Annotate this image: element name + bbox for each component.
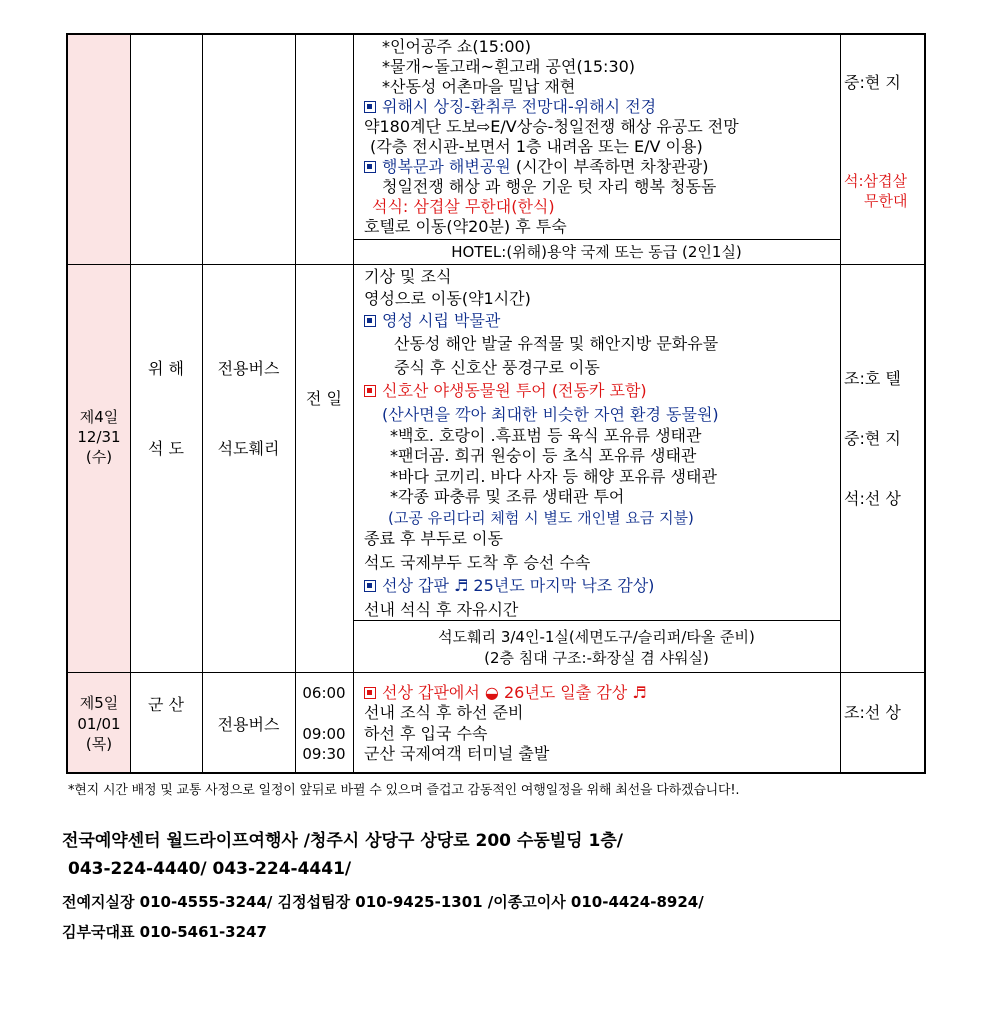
day3-heading: 행복문과 해변공원 (시간이 부족하면 차창관광): [364, 157, 709, 177]
day5-heading: 선상 갑판에서 ◒ 26년도 일출 감상 ♬: [364, 683, 647, 703]
day4-date: 12/31: [77, 428, 121, 446]
day5-time: 09:00: [302, 725, 346, 743]
day5-label: 제5일: [79, 694, 119, 712]
day4-place1: 위 해: [148, 359, 184, 378]
day5-line: 선내 조식 후 하선 준비: [364, 703, 524, 722]
day3-heading: 위해시 상징-환취루 전망대-위해시 전경: [364, 97, 656, 117]
day4-line: *팬더곰. 희귀 원숭이 등 초식 포유류 생태관: [390, 446, 697, 465]
day4-line: 중식 후 신호산 풍경구로 이동: [394, 358, 600, 377]
day4-ferry: 석도훼리 3/4인-1실(세면도구/슬리퍼/타올 준비): [438, 628, 755, 646]
itinerary-table: [66, 33, 926, 774]
day4-time: 전 일: [306, 389, 342, 408]
day4-heading: 신호산 야생동물원 투어 (전동카 포함): [364, 381, 647, 401]
square-bullet-icon: [364, 580, 376, 592]
day5-time: 09:30: [302, 745, 346, 763]
day3-line: (각층 전시관-보면서 1층 내려옴 또는 E/V 이용): [370, 137, 703, 156]
footer-phone: 043-224-4440/ 043-224-4441/: [68, 859, 352, 879]
day3-dinner: 석식: 삼겹살 무한대(한식): [372, 197, 555, 216]
meal-breakfast: 조:호 텔: [844, 369, 901, 388]
day4-transport2: 석도훼리: [217, 439, 280, 458]
day4-line: 선내 석식 후 자유시간: [364, 600, 519, 619]
footer-agency: 전국예약센터 월드라이프여행사 /청주시 상당구 상당로 200 수동빌딩 1층/: [62, 831, 623, 851]
day4-line: *각종 파충류 및 조류 생태관 투어: [390, 487, 625, 506]
day5-line: 군산 국제여객 터미널 출발: [364, 744, 550, 763]
day5-date: 01/01: [77, 715, 121, 733]
meal-dinner: 무한대: [864, 192, 908, 210]
day4-transport1: 전용버스: [217, 359, 280, 378]
day3-line: 청일전쟁 해상 과 행운 기운 텃 자리 행복 청동돔: [382, 177, 717, 196]
day5-weekday: (목): [85, 735, 113, 753]
meal-dinner: 석:삼겹살: [844, 172, 908, 190]
meal-breakfast: 조:선 상: [844, 703, 901, 722]
day4-line: 기상 및 조식: [364, 267, 452, 286]
footer-ceo: 김부국대표 010-5461-3247: [62, 923, 267, 941]
square-bullet-icon: [364, 315, 376, 327]
day4-line: (고공 유리다리 체험 시 별도 개인별 요금 지불): [388, 509, 694, 527]
day5-transport: 전용버스: [217, 715, 280, 734]
square-bullet-icon: [364, 161, 376, 173]
day4-ferry: (2층 침대 구조:-화장실 겸 샤워실): [484, 649, 709, 667]
day5-line: 하선 후 입국 수속: [364, 724, 488, 743]
day3-hotel: HOTEL:(위해)용약 국제 또는 동급 (2인1실): [451, 243, 742, 261]
footer-contacts: 전예지실장 010-4555-3244/ 김정섭팀장 010-9425-1301 /이종고이사 010-4424-8924/: [62, 893, 704, 911]
day4-label: 제4일: [79, 408, 119, 426]
day3-line: 약180계단 도보⇨E/V상승-청일전쟁 해상 유공도 전망: [364, 117, 739, 136]
day3-line: *인어공주 쇼(15:00): [382, 37, 531, 56]
square-bullet-icon: [364, 385, 376, 397]
day4-heading: 영성 시립 박물관: [364, 311, 500, 331]
day4-line: 종료 후 부두로 이동: [364, 529, 503, 548]
day3-line: *물개~돌고래~흰고래 공연(15:30): [382, 57, 636, 76]
day4-line: 석도 국제부두 도착 후 승선 수속: [364, 553, 591, 572]
day4-heading: 선상 갑판 ♬ 25년도 마지막 낙조 감상): [364, 576, 654, 596]
day3-line: *산동성 어촌마을 밀납 재현: [382, 77, 576, 96]
day4-line: (산사면을 깍아 최대한 비슷한 자연 환경 동물원): [382, 405, 719, 424]
day4-place2: 석 도: [148, 439, 184, 458]
day-column-bg: [68, 35, 130, 772]
day5-place: 군 산: [148, 695, 184, 714]
meal-lunch: 중:현 지: [844, 429, 901, 448]
day4-line: *백호. 호랑이 .흑표범 등 육식 포유류 생태관: [390, 426, 702, 445]
day5-time: 06:00: [302, 684, 346, 702]
square-bullet-icon: [364, 687, 376, 699]
day4-line: *바다 코끼리. 바다 사자 등 해양 포유류 생태관: [390, 467, 717, 486]
square-bullet-icon: [364, 101, 376, 113]
meal-dinner: 석:선 상: [844, 489, 901, 508]
day3-line: 호텔로 이동(약20분) 후 투숙: [364, 217, 567, 236]
meal-lunch: 중:현 지: [844, 73, 901, 92]
day4-line: 산동성 해안 발굴 유적물 및 해안지방 문화유물: [394, 334, 719, 353]
schedule-note: *현지 시간 배정 및 교통 사정으로 일정이 앞뒤로 바뀔 수 있으며 즐겁고 감동적인 여행일정을 위해 최선을 다하겠습니다!.: [68, 783, 740, 798]
day4-line: 영성으로 이동(약1시간): [364, 289, 531, 308]
day4-weekday: (수): [85, 448, 113, 466]
